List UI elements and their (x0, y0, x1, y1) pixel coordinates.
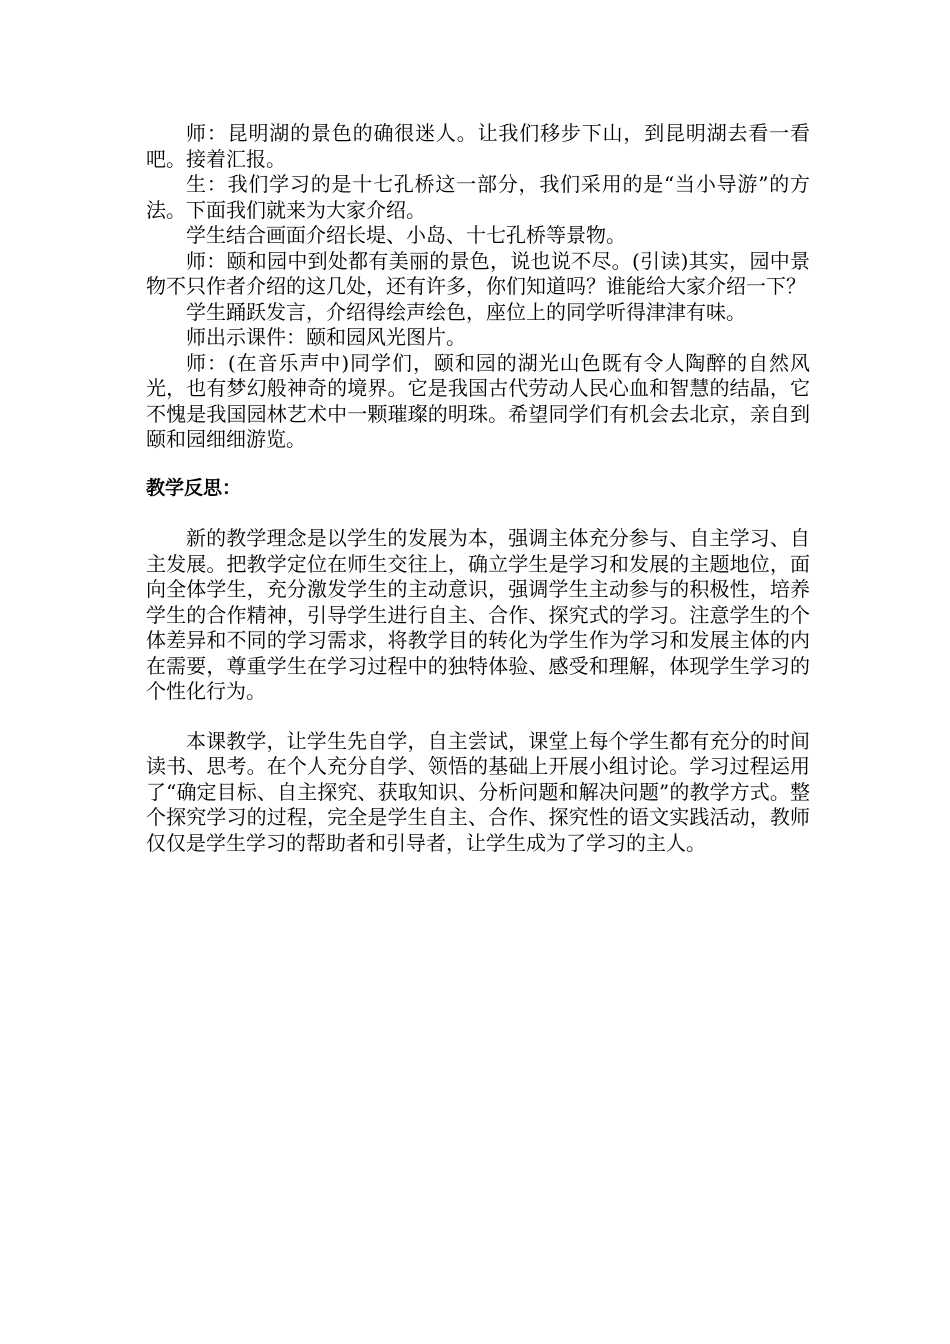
reflection-paragraph: 本课教学，让学生先自学，自主尝试，课堂上每个学生都有充分的时间读书、思考。在个人充分自学、领悟的基础上开展小组讨论。学习过程运用了“确定目标、自主探究、获取知识、分析问题和解决问题”的教学方式。整个探究学习的过程，完全是学生自主、合作、探究性的语文实践活动，教师仅仅是学生学习的帮助者和引导者，让学生成为了学习的主人。 (146, 728, 810, 855)
spacer (146, 501, 810, 526)
dialogue-paragraph: 学生踊跃发言，介绍得绘声绘色，座位上的同学听得津津有味。 (186, 299, 746, 324)
reflection-paragraph: 新的教学理念是以学生的发展为本，强调主体充分参与、自主学习、自主发展。把教学定位在师生交往上，确立学生是学习和发展的主题地位，面向全体学生，充分激发学生的主动意识，强调学生主动参与的积极性，培养学生的合作精神，引导学生进行自主、合作、探究式的学习。注意学生的个体差异和不同的学习需求，将教学目的转化为学生作为学习和发展主体的内在需要，尊重学生在学习过程中的独特体验、感受和理解，体现学生学习的个性化行为。 (146, 526, 810, 703)
section-heading: 教学反思： (146, 476, 242, 499)
dialogue-paragraph: 师出示课件：颐和园风光图片。 (186, 325, 466, 349)
spacer (146, 705, 810, 729)
dialogue-paragraph: 师：昆明湖的景色的确很迷人。让我们移步下山，到昆明湖去看一看吧。接着汇报。 (146, 121, 810, 171)
dialogue-paragraph: 师：颐和园中到处都有美丽的景色，说也说不尽。(引读)其实，园中景物不只作者介绍的这几处，还有许多，你们知道吗？谁能给大家介绍一下？ (146, 248, 810, 298)
dialogue-paragraph: 生：我们学习的是十七孔桥这一部分，我们采用的是“当小导游”的方法。下面我们就来为大家介绍。 (146, 172, 810, 222)
dialogue-paragraph: 师：(在音乐声中)同学们，颐和园的湖光山色既有令人陶醉的自然风光，也有梦幻般神奇的境界。它是我国古代劳动人民心血和智慧的结晶，它不愧是我国园林艺术中一颗璀璨的明珠。希望同学们有机会去北京，亲自到颐和园细细游览。 (146, 350, 810, 451)
spacer (146, 453, 810, 476)
document-page (146, 121, 810, 856)
dialogue-paragraph: 学生结合画面介绍长堤、小岛、十七孔桥等景物。 (186, 223, 626, 247)
